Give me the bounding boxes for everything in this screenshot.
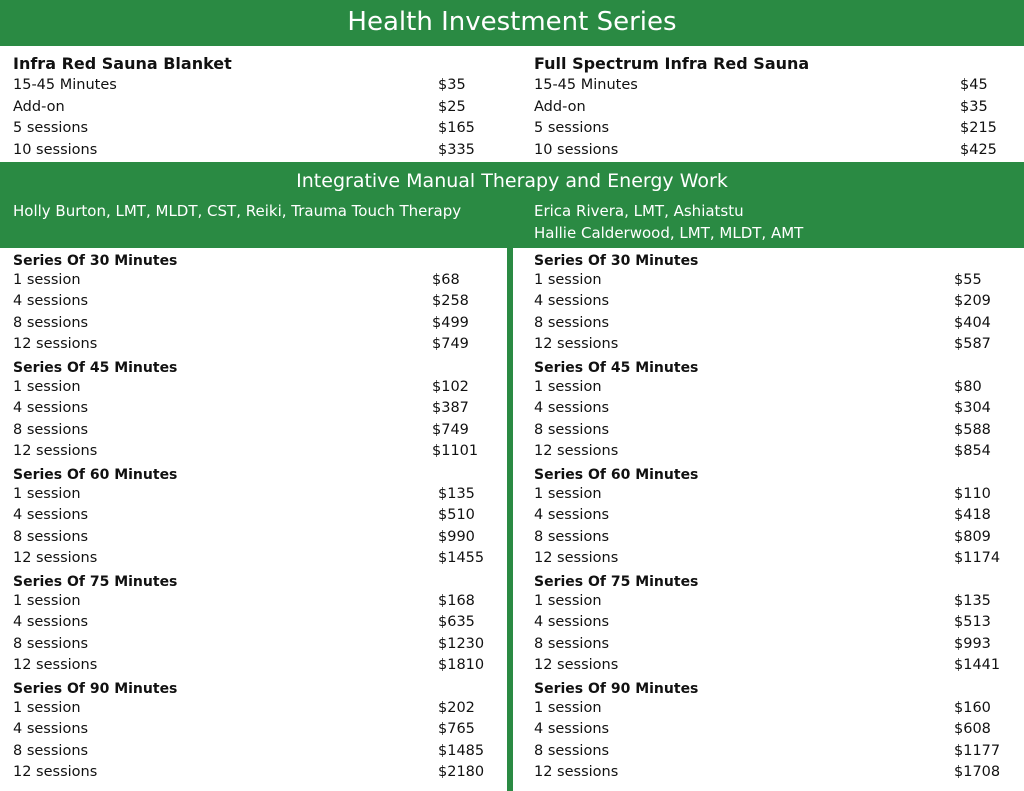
series-heading: Series Of 45 Minutes bbox=[13, 360, 178, 376]
row-price: $425 bbox=[960, 141, 997, 158]
row-label: 8 sessions bbox=[13, 742, 89, 759]
row-price: $1441 bbox=[954, 656, 1001, 673]
price-row bbox=[13, 99, 498, 120]
row-label: 1 session bbox=[13, 379, 81, 395]
row-label: 4 sessions bbox=[534, 507, 610, 524]
price-row bbox=[13, 721, 498, 742]
row-price: $588 bbox=[954, 421, 991, 438]
row-label: 12 sessions bbox=[13, 656, 98, 673]
row-price: $209 bbox=[954, 293, 991, 310]
row-price: $809 bbox=[954, 528, 991, 545]
row-label: 8 sessions bbox=[13, 314, 89, 331]
price-row bbox=[534, 507, 1014, 528]
price-row bbox=[13, 636, 498, 657]
row-price: $1708 bbox=[954, 763, 1001, 780]
price-row bbox=[534, 700, 1014, 721]
row-price: $990 bbox=[438, 528, 475, 545]
price-row bbox=[534, 486, 1014, 507]
row-label: 12 sessions bbox=[534, 763, 619, 780]
row-price: $749 bbox=[432, 335, 469, 352]
price-row bbox=[534, 764, 1014, 785]
row-price: $510 bbox=[438, 507, 475, 524]
row-price: $135 bbox=[438, 486, 475, 502]
price-row bbox=[534, 99, 1020, 120]
row-price: $55 bbox=[954, 272, 982, 288]
price-row bbox=[13, 400, 492, 421]
row-price: $215 bbox=[960, 120, 997, 136]
price-row bbox=[534, 77, 1020, 98]
row-price: $587 bbox=[954, 335, 991, 352]
row-label: 10 sessions bbox=[534, 141, 619, 158]
row-label: 8 sessions bbox=[534, 421, 610, 438]
right-therapist-1: Erica Rivera, LMT, Ashiatstu bbox=[534, 202, 744, 220]
row-label: 4 sessions bbox=[534, 400, 610, 417]
row-label: 1 session bbox=[13, 272, 81, 288]
row-price: $68 bbox=[432, 272, 460, 288]
price-row bbox=[13, 77, 498, 98]
row-price: $168 bbox=[438, 593, 475, 609]
price-row bbox=[13, 657, 498, 678]
row-label: 12 sessions bbox=[13, 442, 98, 459]
row-price: $45 bbox=[960, 77, 988, 93]
row-label: 4 sessions bbox=[534, 293, 610, 310]
price-row bbox=[534, 743, 1014, 764]
row-label: 1 session bbox=[13, 700, 81, 716]
price-row bbox=[534, 636, 1014, 657]
price-row bbox=[13, 764, 498, 785]
price-row bbox=[13, 315, 492, 336]
row-price: $160 bbox=[954, 700, 991, 716]
row-price: $387 bbox=[432, 400, 469, 417]
row-label: 12 sessions bbox=[534, 656, 619, 673]
series-heading: Series Of 75 Minutes bbox=[534, 574, 699, 590]
row-label: 12 sessions bbox=[13, 549, 98, 566]
row-label: 1 session bbox=[534, 486, 602, 502]
price-row bbox=[13, 486, 498, 507]
title-banner bbox=[0, 0, 1024, 46]
price-row bbox=[13, 120, 498, 141]
row-label: 1 session bbox=[13, 486, 81, 502]
price-row bbox=[13, 700, 498, 721]
sauna-heading: Full Spectrum Infra Red Sauna bbox=[534, 54, 810, 73]
row-price: $513 bbox=[954, 614, 991, 631]
price-row bbox=[13, 293, 492, 314]
price-row bbox=[534, 142, 1020, 163]
row-price: $418 bbox=[954, 507, 991, 524]
row-price: $608 bbox=[954, 721, 991, 738]
row-price: $749 bbox=[432, 421, 469, 438]
row-label: 8 sessions bbox=[534, 528, 610, 545]
row-price: $1177 bbox=[954, 742, 1001, 759]
left-therapist: Holly Burton, LMT, MLDT, CST, Reiki, Trauma Touch Therapy bbox=[13, 202, 462, 220]
price-row bbox=[534, 614, 1014, 635]
row-label: 8 sessions bbox=[13, 635, 89, 652]
page-title: Health Investment Series bbox=[347, 7, 677, 37]
price-row bbox=[534, 593, 1014, 614]
row-price: $1810 bbox=[438, 656, 485, 673]
row-label: 4 sessions bbox=[13, 721, 89, 738]
row-price: $1174 bbox=[954, 549, 1001, 566]
row-price: $1230 bbox=[438, 635, 485, 652]
row-price: $765 bbox=[438, 721, 475, 738]
series-heading: Series Of 60 Minutes bbox=[13, 467, 178, 483]
row-label: 1 session bbox=[534, 379, 602, 395]
price-row bbox=[534, 293, 1014, 314]
price-row bbox=[534, 379, 1014, 400]
right-therapist-2: Hallie Calderwood, LMT, MLDT, AMT bbox=[534, 224, 804, 242]
therapy-title: Integrative Manual Therapy and Energy Work bbox=[296, 170, 728, 192]
row-price: $258 bbox=[432, 293, 469, 310]
row-label: 5 sessions bbox=[534, 120, 610, 136]
price-row bbox=[534, 550, 1014, 571]
price-row bbox=[534, 120, 1020, 141]
row-label: 8 sessions bbox=[534, 635, 610, 652]
row-price: $499 bbox=[432, 314, 469, 331]
row-label: 4 sessions bbox=[534, 614, 610, 631]
row-price: $404 bbox=[954, 314, 991, 331]
price-row bbox=[534, 721, 1014, 742]
series-heading: Series Of 60 Minutes bbox=[534, 467, 699, 483]
price-row bbox=[534, 422, 1014, 443]
series-heading: Series Of 75 Minutes bbox=[13, 574, 178, 590]
row-price: $80 bbox=[954, 379, 982, 395]
price-row bbox=[13, 593, 498, 614]
sauna-heading: Infra Red Sauna Blanket bbox=[13, 54, 232, 73]
price-row bbox=[13, 272, 492, 293]
row-price: $102 bbox=[432, 379, 469, 395]
row-label: Add-on bbox=[534, 98, 586, 115]
row-price: $1485 bbox=[438, 742, 485, 759]
row-price: $993 bbox=[954, 635, 991, 652]
row-price: $110 bbox=[954, 486, 991, 502]
row-label: 12 sessions bbox=[534, 549, 619, 566]
row-label: 8 sessions bbox=[534, 314, 610, 331]
price-row bbox=[13, 422, 492, 443]
row-label: 4 sessions bbox=[534, 721, 610, 738]
series-heading: Series Of 30 Minutes bbox=[534, 253, 699, 269]
row-price: $635 bbox=[438, 614, 475, 631]
row-label: 15-45 Minutes bbox=[534, 77, 638, 93]
row-price: $135 bbox=[954, 593, 991, 609]
series-heading: Series Of 45 Minutes bbox=[534, 360, 699, 376]
price-row bbox=[13, 614, 498, 635]
row-label: 4 sessions bbox=[13, 614, 89, 631]
price-row bbox=[534, 315, 1014, 336]
price-row bbox=[13, 336, 492, 357]
price-row bbox=[13, 529, 498, 550]
price-row bbox=[534, 272, 1014, 293]
series-heading: Series Of 30 Minutes bbox=[13, 253, 178, 269]
row-price: $1455 bbox=[438, 549, 485, 566]
row-label: 10 sessions bbox=[13, 141, 98, 158]
row-price: $25 bbox=[438, 98, 466, 115]
series-heading: Series Of 90 Minutes bbox=[13, 681, 178, 697]
row-label: 4 sessions bbox=[13, 507, 89, 524]
therapy-banner bbox=[0, 162, 1024, 248]
row-price: $335 bbox=[438, 141, 475, 158]
price-row bbox=[534, 443, 1014, 464]
row-price: $165 bbox=[438, 120, 475, 136]
row-price: $1101 bbox=[432, 442, 479, 459]
row-price: $35 bbox=[438, 77, 466, 93]
price-row bbox=[13, 142, 498, 163]
row-label: 1 session bbox=[13, 593, 81, 609]
row-label: 4 sessions bbox=[13, 400, 89, 417]
row-label: 8 sessions bbox=[13, 421, 89, 438]
row-label: 1 session bbox=[534, 593, 602, 609]
price-row bbox=[13, 443, 492, 464]
row-label: 8 sessions bbox=[13, 528, 89, 545]
row-label: Add-on bbox=[13, 98, 65, 115]
price-row bbox=[534, 529, 1014, 550]
row-label: 5 sessions bbox=[13, 120, 89, 136]
price-row bbox=[13, 379, 492, 400]
column-divider bbox=[507, 248, 513, 791]
row-label: 12 sessions bbox=[534, 335, 619, 352]
row-price: $304 bbox=[954, 400, 991, 417]
row-label: 12 sessions bbox=[534, 442, 619, 459]
price-row bbox=[13, 507, 498, 528]
price-row bbox=[534, 657, 1014, 678]
row-label: 1 session bbox=[534, 700, 602, 716]
price-row bbox=[13, 743, 498, 764]
row-label: 8 sessions bbox=[534, 742, 610, 759]
row-label: 15-45 Minutes bbox=[13, 77, 117, 93]
price-row bbox=[534, 400, 1014, 421]
row-price: $202 bbox=[438, 700, 475, 716]
row-price: $35 bbox=[960, 98, 988, 115]
row-price: $854 bbox=[954, 442, 991, 459]
price-row bbox=[13, 550, 498, 571]
row-label: 12 sessions bbox=[13, 763, 98, 780]
row-label: 4 sessions bbox=[13, 293, 89, 310]
row-label: 1 session bbox=[534, 272, 602, 288]
series-heading: Series Of 90 Minutes bbox=[534, 681, 699, 697]
row-label: 12 sessions bbox=[13, 335, 98, 352]
price-row bbox=[534, 336, 1014, 357]
row-price: $2180 bbox=[438, 763, 485, 780]
